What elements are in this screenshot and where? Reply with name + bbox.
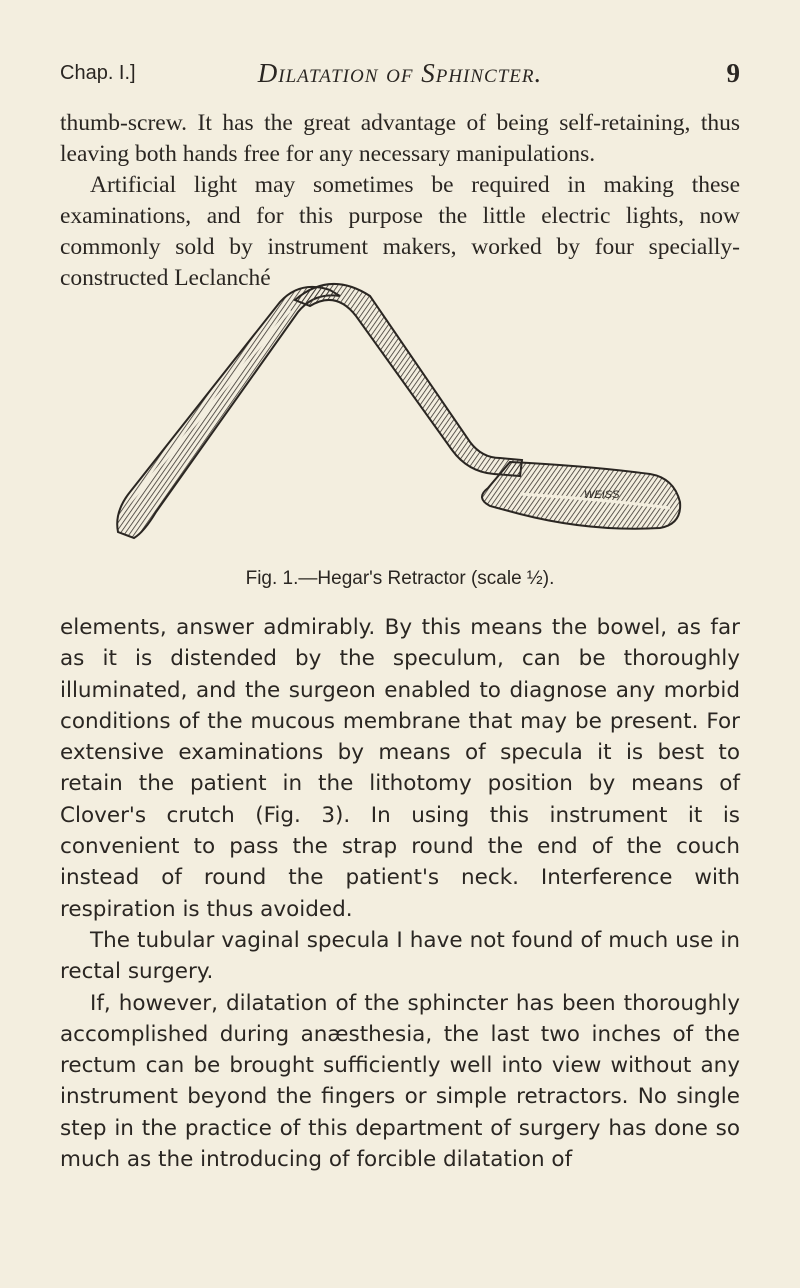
retractor-handle	[482, 462, 680, 529]
maker-engraving: WEISS	[584, 489, 620, 501]
retractor-blade-left	[117, 287, 340, 538]
retractor-figure	[90, 262, 710, 558]
hegar-retractor-illustration	[90, 262, 710, 558]
paragraph: The tubular vaginal specula I have not found of much use in rectal surgery.	[60, 927, 740, 985]
paragraph: elements, answer admirably. By this means the bowel, as far as it is distended by the speculum, can be thoroughly illuminated, and the surgeon enabled to diagnose any morbid conditions of the mucous membrane that may be present. For extensive examinations by means of specula it is best to retain the patient in the lithotomy position by means of Clover's crutch (Fig. 3). In using this instrument it is convenient to pass the strap round the end of the couch instead of round the patient's neck. Interference with respiration is thus avoided.	[60, 615, 740, 922]
paragraph: Artificial light may sometimes be required in making these examinations, and for this purpose the little electric lights, now commonly sold by instrument makers, worked by four specially-constructed Leclanché	[60, 172, 740, 291]
paragraph: If, however, dilatation of the sphincter has been thoroughly accomplished during anæsthesia, the last two inches of the rectum can be brought sufficiently well into view without any instrument beyond the fingers or simple retractors. No single step in the practice of this department of surgery has done so much as the introducing of forcible dilatation of	[60, 990, 740, 1173]
page-number: 9	[726, 58, 740, 88]
chapter-label: Chap. I.]	[60, 62, 136, 84]
running-title: Dilatation of Sphincter.	[257, 58, 543, 88]
paragraph: thumb-screw. It has the great advantage of being self-retaining, thus leaving both hands free for any necessary manipulations.	[60, 110, 740, 167]
figure-caption: Fig. 1.—Hegar's Retractor (scale ½).	[245, 568, 555, 589]
lower-text	[60, 612, 740, 1175]
retractor-bend	[295, 284, 522, 476]
running-header	[60, 58, 740, 94]
